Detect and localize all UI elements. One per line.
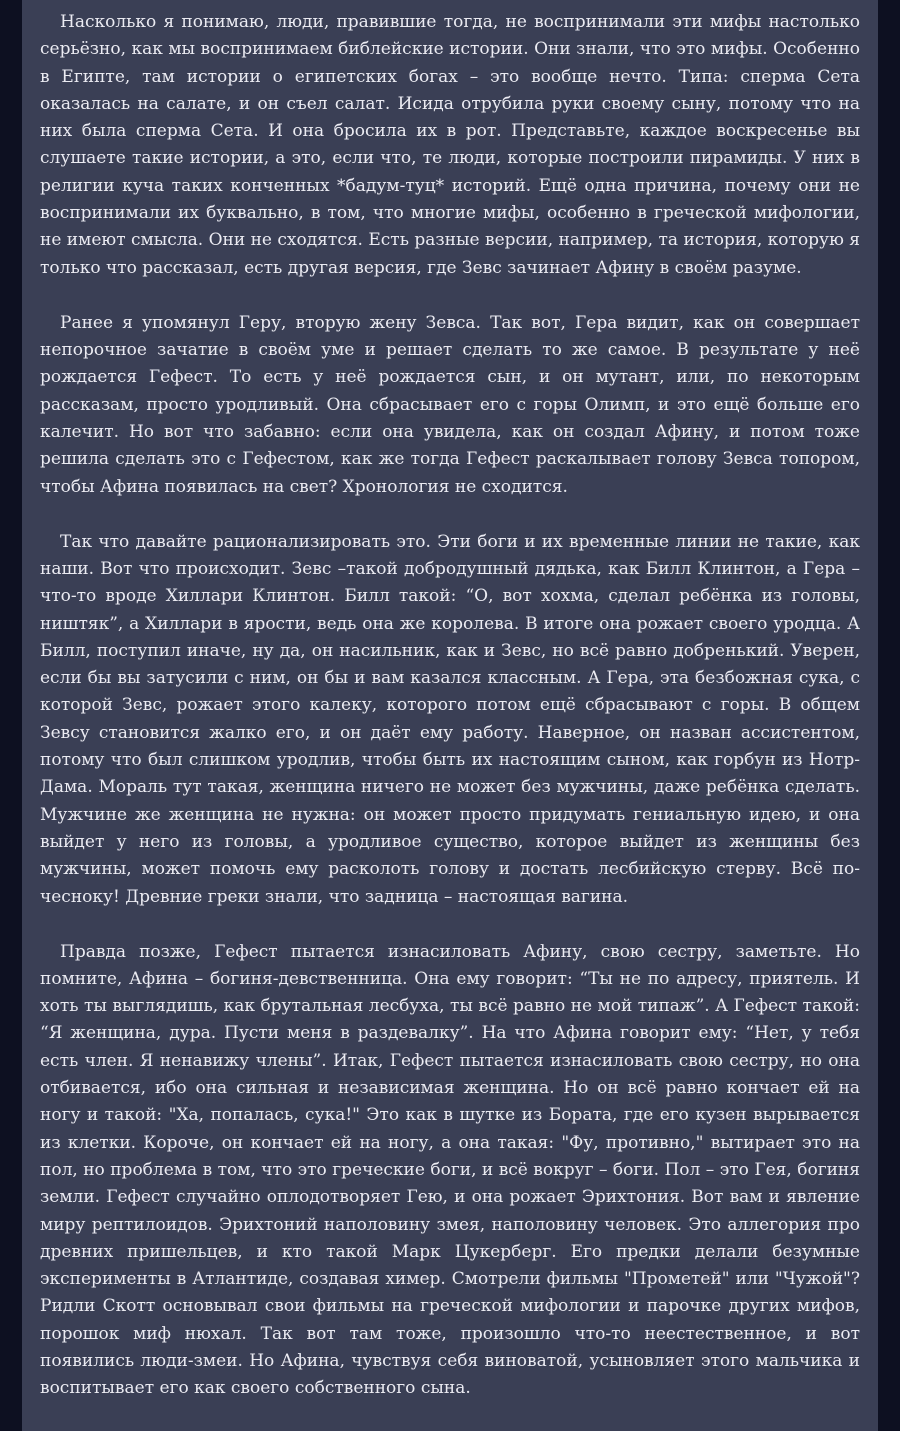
paragraph-3: Так что давайте рационализировать это. Эти боги и их временные линии не такие, как наши. Вот что происходит. Зевс –такой добродушный дядька, как Билл Клинтон, а Гера – что-то вроде Хиллари Клинтон. Билл такой: “О, вот хохма, сделал ребёнка из головы, ништяк”, а Хиллари в ярости, ведь она же королева. В итоге она рожает своего уродца. А Билл, поступил иначе, ну да, он насильник, как и Зевс, но всё равно добренький. Уверен, если бы вы затусили с ним, он бы и вам казался классным. А Гера, эта безбожная сука, с которой Зевс, рожает этого калеку, которого потом ещё сбрасывают с горы. В общем Зевсу становится жалко его, и он даёт ему работу. Наверное, он назван ассистентом, потому что был слишком уродлив, чтобы быть их настоящим сыном, как горбун из Нотр-Дама. Мораль тут такая, женщина ничего не может без мужчины, даже ребёнка сделать. Мужчине же женщина не нужна: он может просто придумать гениальную идею, и она выйдет у него из головы, а уродливое существо, которое выйдет из женщины без мужчины, может помочь ему расколоть голову и достать лесбийскую стерву. Всё по-чесноку! Древние греки знали, что задница – настоящая вагина.: [40, 531, 860, 907]
paragraph-4: Правда позже, Гефест пытается изнасиловать Афину, свою сестру, заметьте. Но помните, Афина – богиня-девственница. Она ему говорит: “Ты не по адресу, приятель. И хоть ты выглядишь, как брутальная лесбуха, ты всё равно не мой типаж”. А Гефест такой: “Я женщина, дура. Пусти меня в раздевалку”. На что Афина говорит ему: “Нет, у тебя есть член. Я ненавижу члены”. Итак, Гефест пытается изнасиловать свою сестру, но она отбивается, ибо она сильная и независимая женщина. Но он всё равно кончает ей на ногу и такой: "Ха, попалась, сука!" Это как в шутке из Бората, где его кузен вырывается из клетки. Короче, он кончает ей на ногу, а она такая: "Фу, противно," вытирает это на пол, но проблема в том, что это греческие боги, и всё вокруг – боги. Пол – это Гея, богиня земли. Гефест случайно оплодотворяет Гею, и она рожает Эрихтония. Вот вам и явление миру рептилоидов. Эрихтоний наполовину змея, наполовину человек. Это аллегория про древних пришельцев, и кто такой Марк Цукерберг. Его предки делали безумные эксперименты в Атлантиде, создавая химер. Смотрели фильмы "Прометей" или "Чужой"? Ридли Скотт основывал свои фильмы на греческой мифологии и парочке других мифов, порошок миф нюхал. Так вот там тоже, произошло что-то неестественное, и вот появились люди-змеи. Но Афина, чувствуя себя виноватой, усыновляет этого мальчика и воспитывает его как своего собственного сына.: [40, 941, 860, 1399]
paragraph-2: Ранее я упомянул Геру, вторую жену Зевса. Так вот, Гера видит, как он совершает непорочное зачатие в своём уме и решает сделать то же самое. В результате у неё рождается Гефест. То есть у неё рождается сын, и он мутант, или, по некоторым рассказам, просто уродливый. Она сбрасывает его с горы Олимп, и это ещё больше его калечит. Но вот что забавно: если она увидела, как он создал Афину, и потом тоже решила сделать это с Гефестом, как же тогда Гефест раскалывает голову Зевса топором, чтобы Афина появилась на свет? Хронология не сходится.: [40, 312, 860, 497]
text-page: [22, 0, 878, 1431]
paragraph-1: Насколько я понимаю, люди, правившие тогда, не воспринимали эти мифы настолько серьёзно, как мы воспринимаем библейские истории. Они знали, что это мифы. Особенно в Египте, там истории о египетских богах – это вообще нечто. Типа: сперма Сета оказалась на салате, и он съел салат. Исида отрубила руки своему сыну, потому что на них была сперма Сета. И она бросила их в рот. Представьте, каждое воскресенье вы слушаете такие истории, а это, если что, те люди, которые построили пирамиды. У них в религии куча таких конченных *бадум-туц* историй. Ещё одна причина, почему они не воспринимали их буквально, в том, что многие мифы, особенно в греческой мифологии, не имеют смысла. Они не сходятся. Есть разные версии, например, та история, которую я только что рассказал, есть другая версия, где Зевс зачинает Афину в своём разуме.: [40, 12, 860, 278]
